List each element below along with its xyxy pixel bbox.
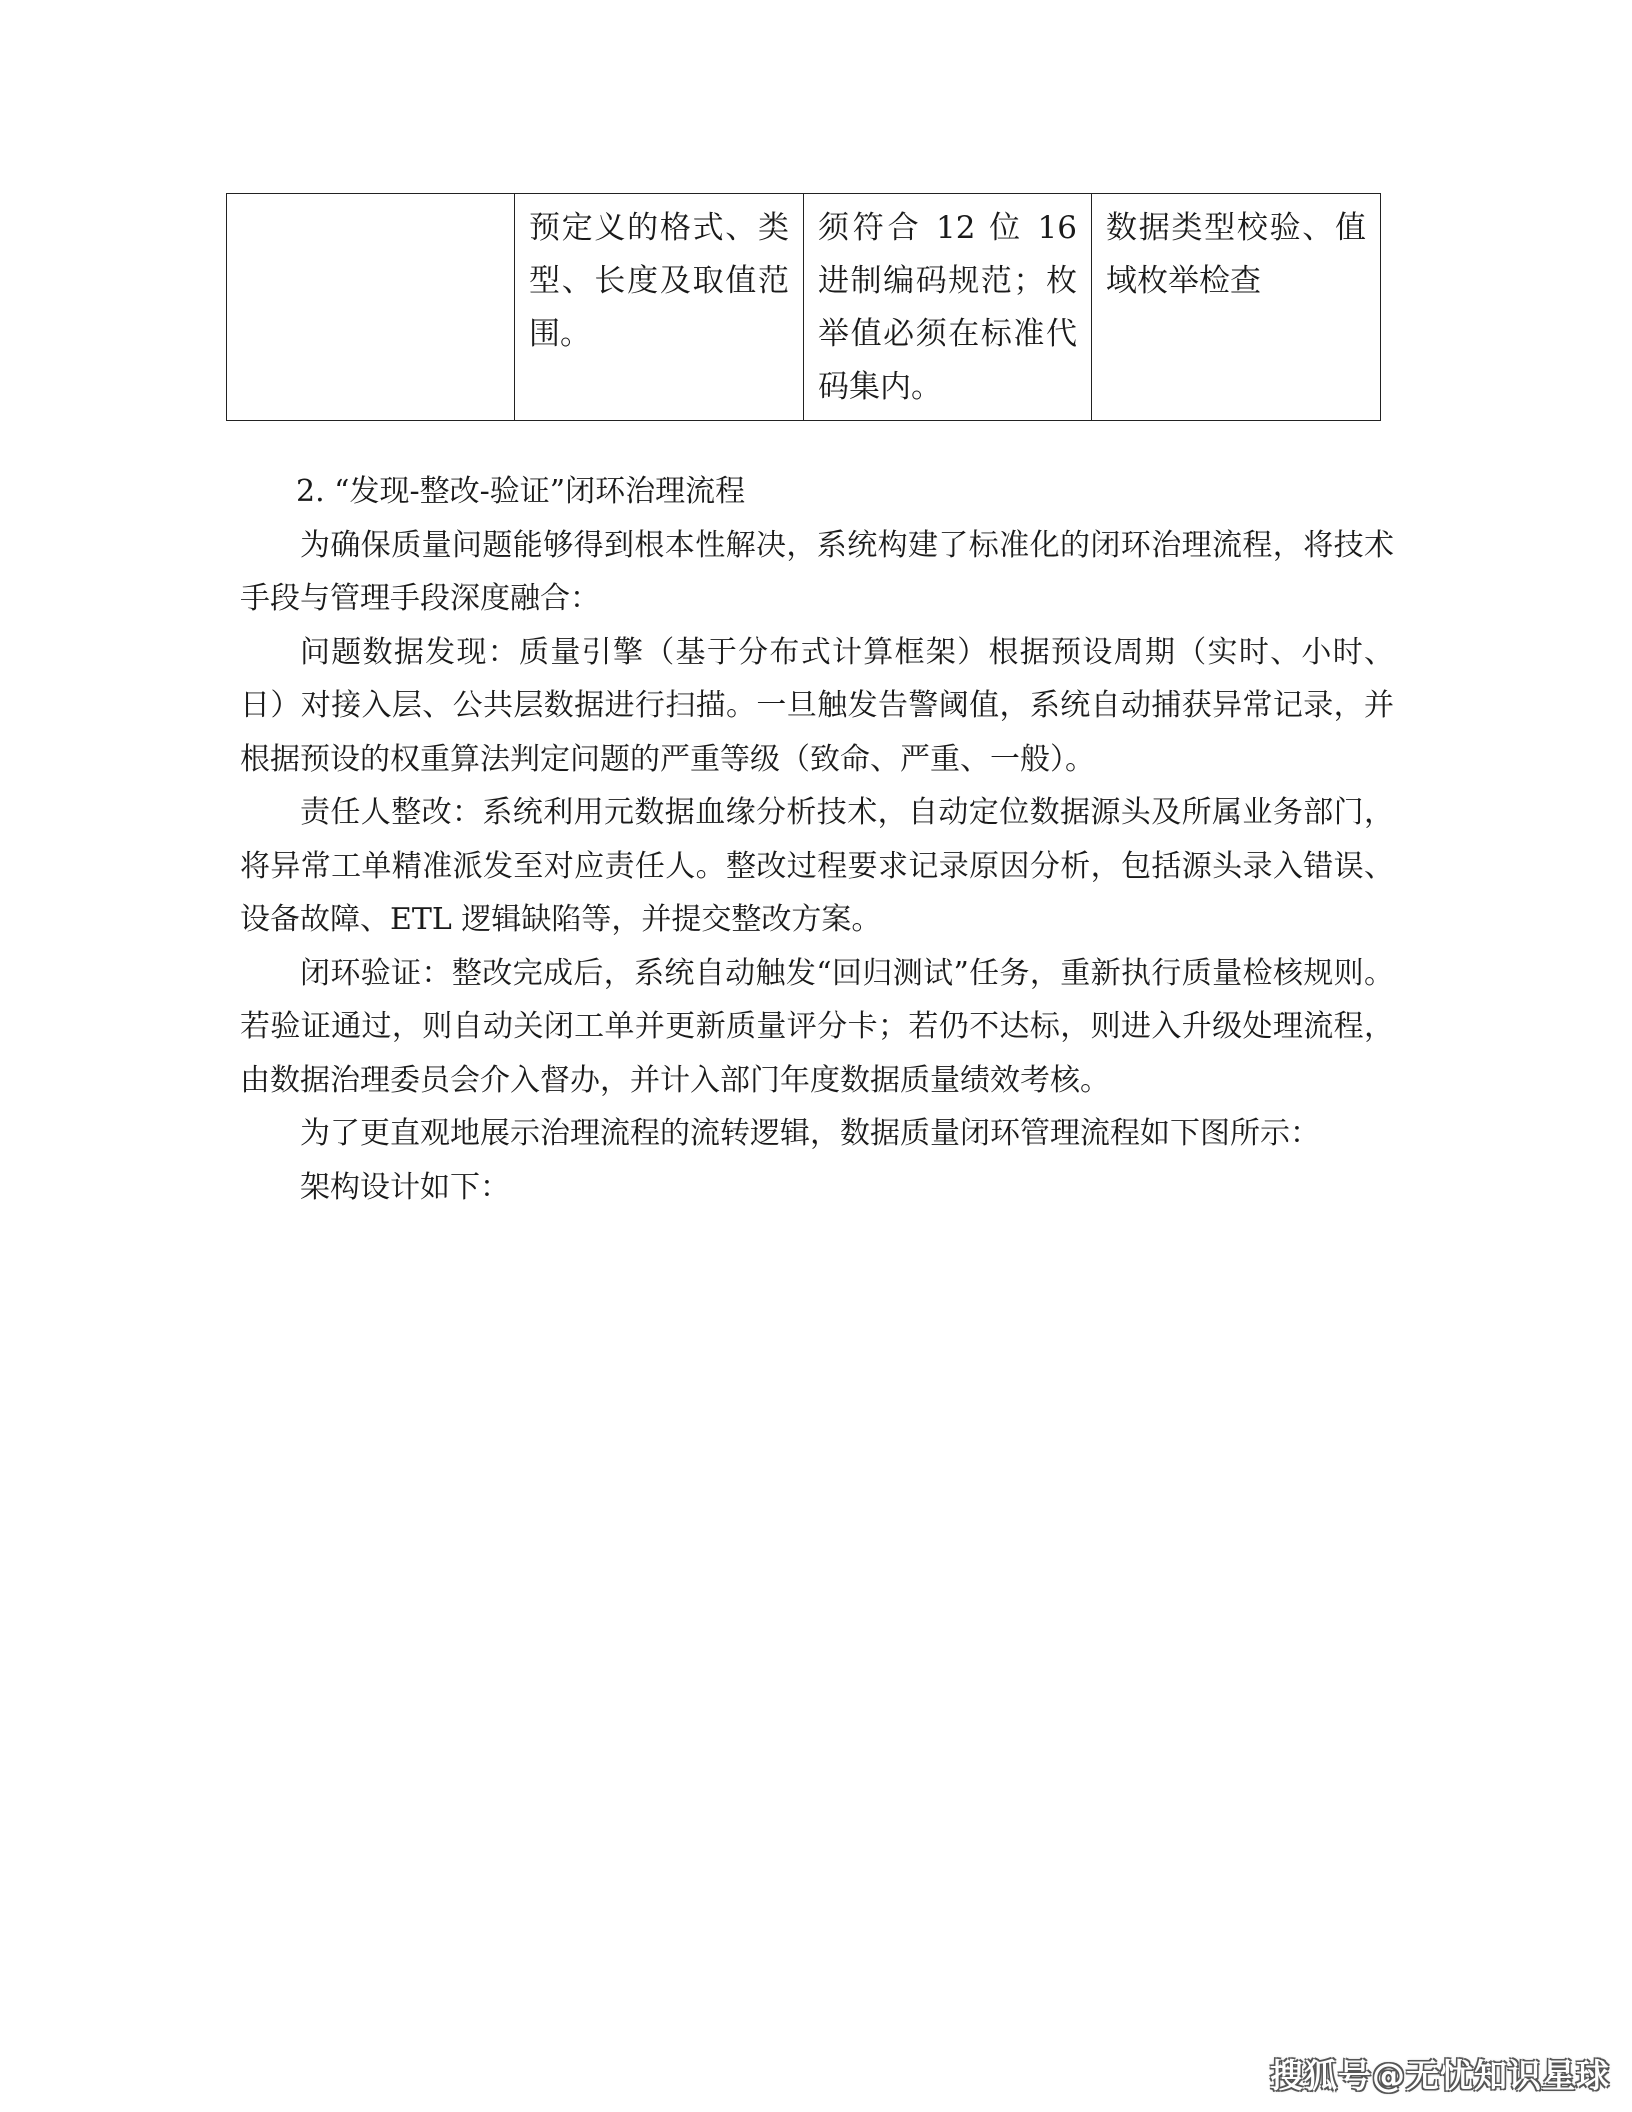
paragraph-architecture: 架构设计如下： xyxy=(300,1169,510,1205)
section-heading: 2. “发现-整改-验证”闭环治理流程 xyxy=(296,474,746,509)
paragraph-discovery: 问题数据发现：质量引擎（基于分布式计算框架）根据预设周期（实时、小时、日）对接入层、公共层数据进行扫描。一旦触发告警阈值，系统自动捕获异常记录，并根据预设的权重算法判定问题的严重等级（致命、严重、一般）。 xyxy=(240,634,1394,777)
table-cell-check-method: 数据类型校验、值域枚举检查 xyxy=(1092,194,1381,421)
table-row xyxy=(227,194,1381,421)
table-cell-requirement: 须符合 12 位 16 进制编码规范；枚举值必须在标准代码集内。 xyxy=(804,194,1092,421)
paragraph-verification: 闭环验证：整改完成后，系统自动触发“回归测试”任务，重新执行质量检核规则。若验证通过，则自动关闭工单并更新质量评分卡；若仍不达标，则进入升级处理流程，由数据治理委员会介入督办，并计入部门年度数据质量绩效考核。 xyxy=(240,955,1394,1098)
table-cell-category xyxy=(227,194,515,421)
paragraph-intro: 为确保质量问题能够得到根本性解决，系统构建了标准化的闭环治理流程，将技术手段与管理手段深度融合： xyxy=(240,527,1394,616)
watermark-text: 搜狐号@无忧知识星球 xyxy=(1270,2056,1610,2095)
table-cell-definition: 预定义的格式、类型、长度及取值范围。 xyxy=(515,194,804,421)
paragraph-rectification: 责任人整改：系统利用元数据血缘分析技术，自动定位数据源头及所属业务部门，将异常工单精准派发至对应责任人。整改过程要求记录原因分析，包括源头录入错误、设备故障、ETL 逻辑缺陷等，并提交整改方案。 xyxy=(240,795,1394,937)
rule-table xyxy=(226,193,1381,421)
body-text xyxy=(240,465,1394,1214)
paragraph-figure-intro: 为了更直观地展示治理流程的流转逻辑，数据质量闭环管理流程如下图所示： xyxy=(300,1116,1320,1151)
